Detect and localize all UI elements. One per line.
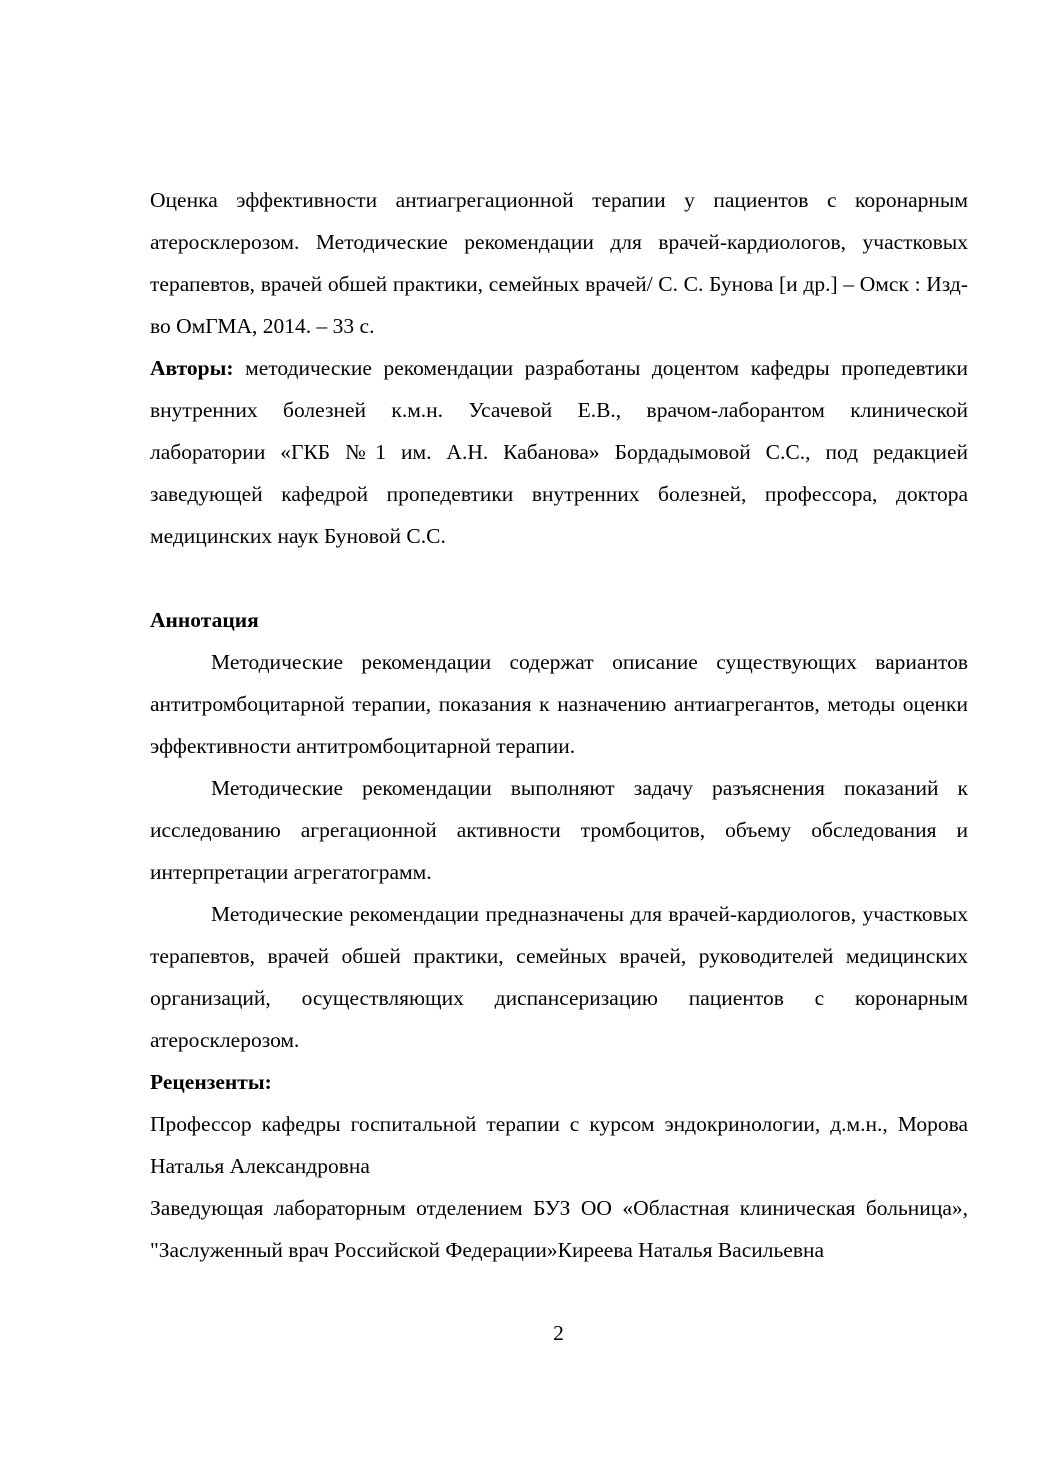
page-number: 2 [553, 1321, 564, 1345]
document-body [150, 179, 968, 1271]
section-spacer [150, 557, 968, 599]
reviewer-entry-1: Профессор кафедры госпитальной терапии с курсом эндокринологии, д.м.н., Морова Наталья Александровна [150, 1112, 968, 1178]
annotation-paragraph-1: Методические рекомендации содержат описание существующих вариантов антитромбоцитарной терапии, показания к назначению антиагрегантов, методы оценки эффективности антитромбоцитарной терапии. [150, 650, 968, 758]
reviewers-heading: Рецензенты: [150, 1070, 272, 1094]
authors-label: Авторы: [150, 356, 234, 380]
authors-text: методические рекомендации разработаны доцентом кафедры пропедевтики внутренних болезней к.м.н. Усачевой Е.В., врачом-лаборантом клинической лаборатории «ГКБ №1 им. А.Н. Кабанова» Бордадымовой С.С., под редакцией заведующей кафедрой пропедевтики внутренних болезней, профессора, доктора медицинских наук Буновой С.С. [150, 356, 968, 548]
reviewer-entry-2: Заведующая лабораторным отделением БУЗ ОО «Областная клиническая больница», "Заслуженный врач Российской Федерации»Киреева Наталья Васильевна [150, 1196, 968, 1262]
citation-paragraph: Оценка эффективности антиагрегационной терапии у пациентов с коронарным атеросклерозом. Методические рекомендации для врачей-кардиологов, участковых терапевтов, врачей обшей практики, семейных врачей/ С. С. Бунова [и др.] – Омск : Изд-во ОмГМА, 2014. – 33 с. [150, 188, 968, 338]
authors-paragraph [150, 347, 968, 557]
annotation-paragraph-3: Методические рекомендации предназначены для врачей-кардиологов, участковых терапевтов, врачей обшей практики, семейных врачей, руководителей медицинских организаций, осуществляющих диспансеризацию пациентов с коронарным атеросклерозом. [150, 902, 968, 1052]
annotation-paragraph-2: Методические рекомендации выполняют задачу разъяснения показаний к исследованию агрегационной активности тромбоцитов, объему обследования и интерпретации агрегатограмм. [150, 776, 968, 884]
annotation-heading: Аннотация [150, 608, 259, 632]
